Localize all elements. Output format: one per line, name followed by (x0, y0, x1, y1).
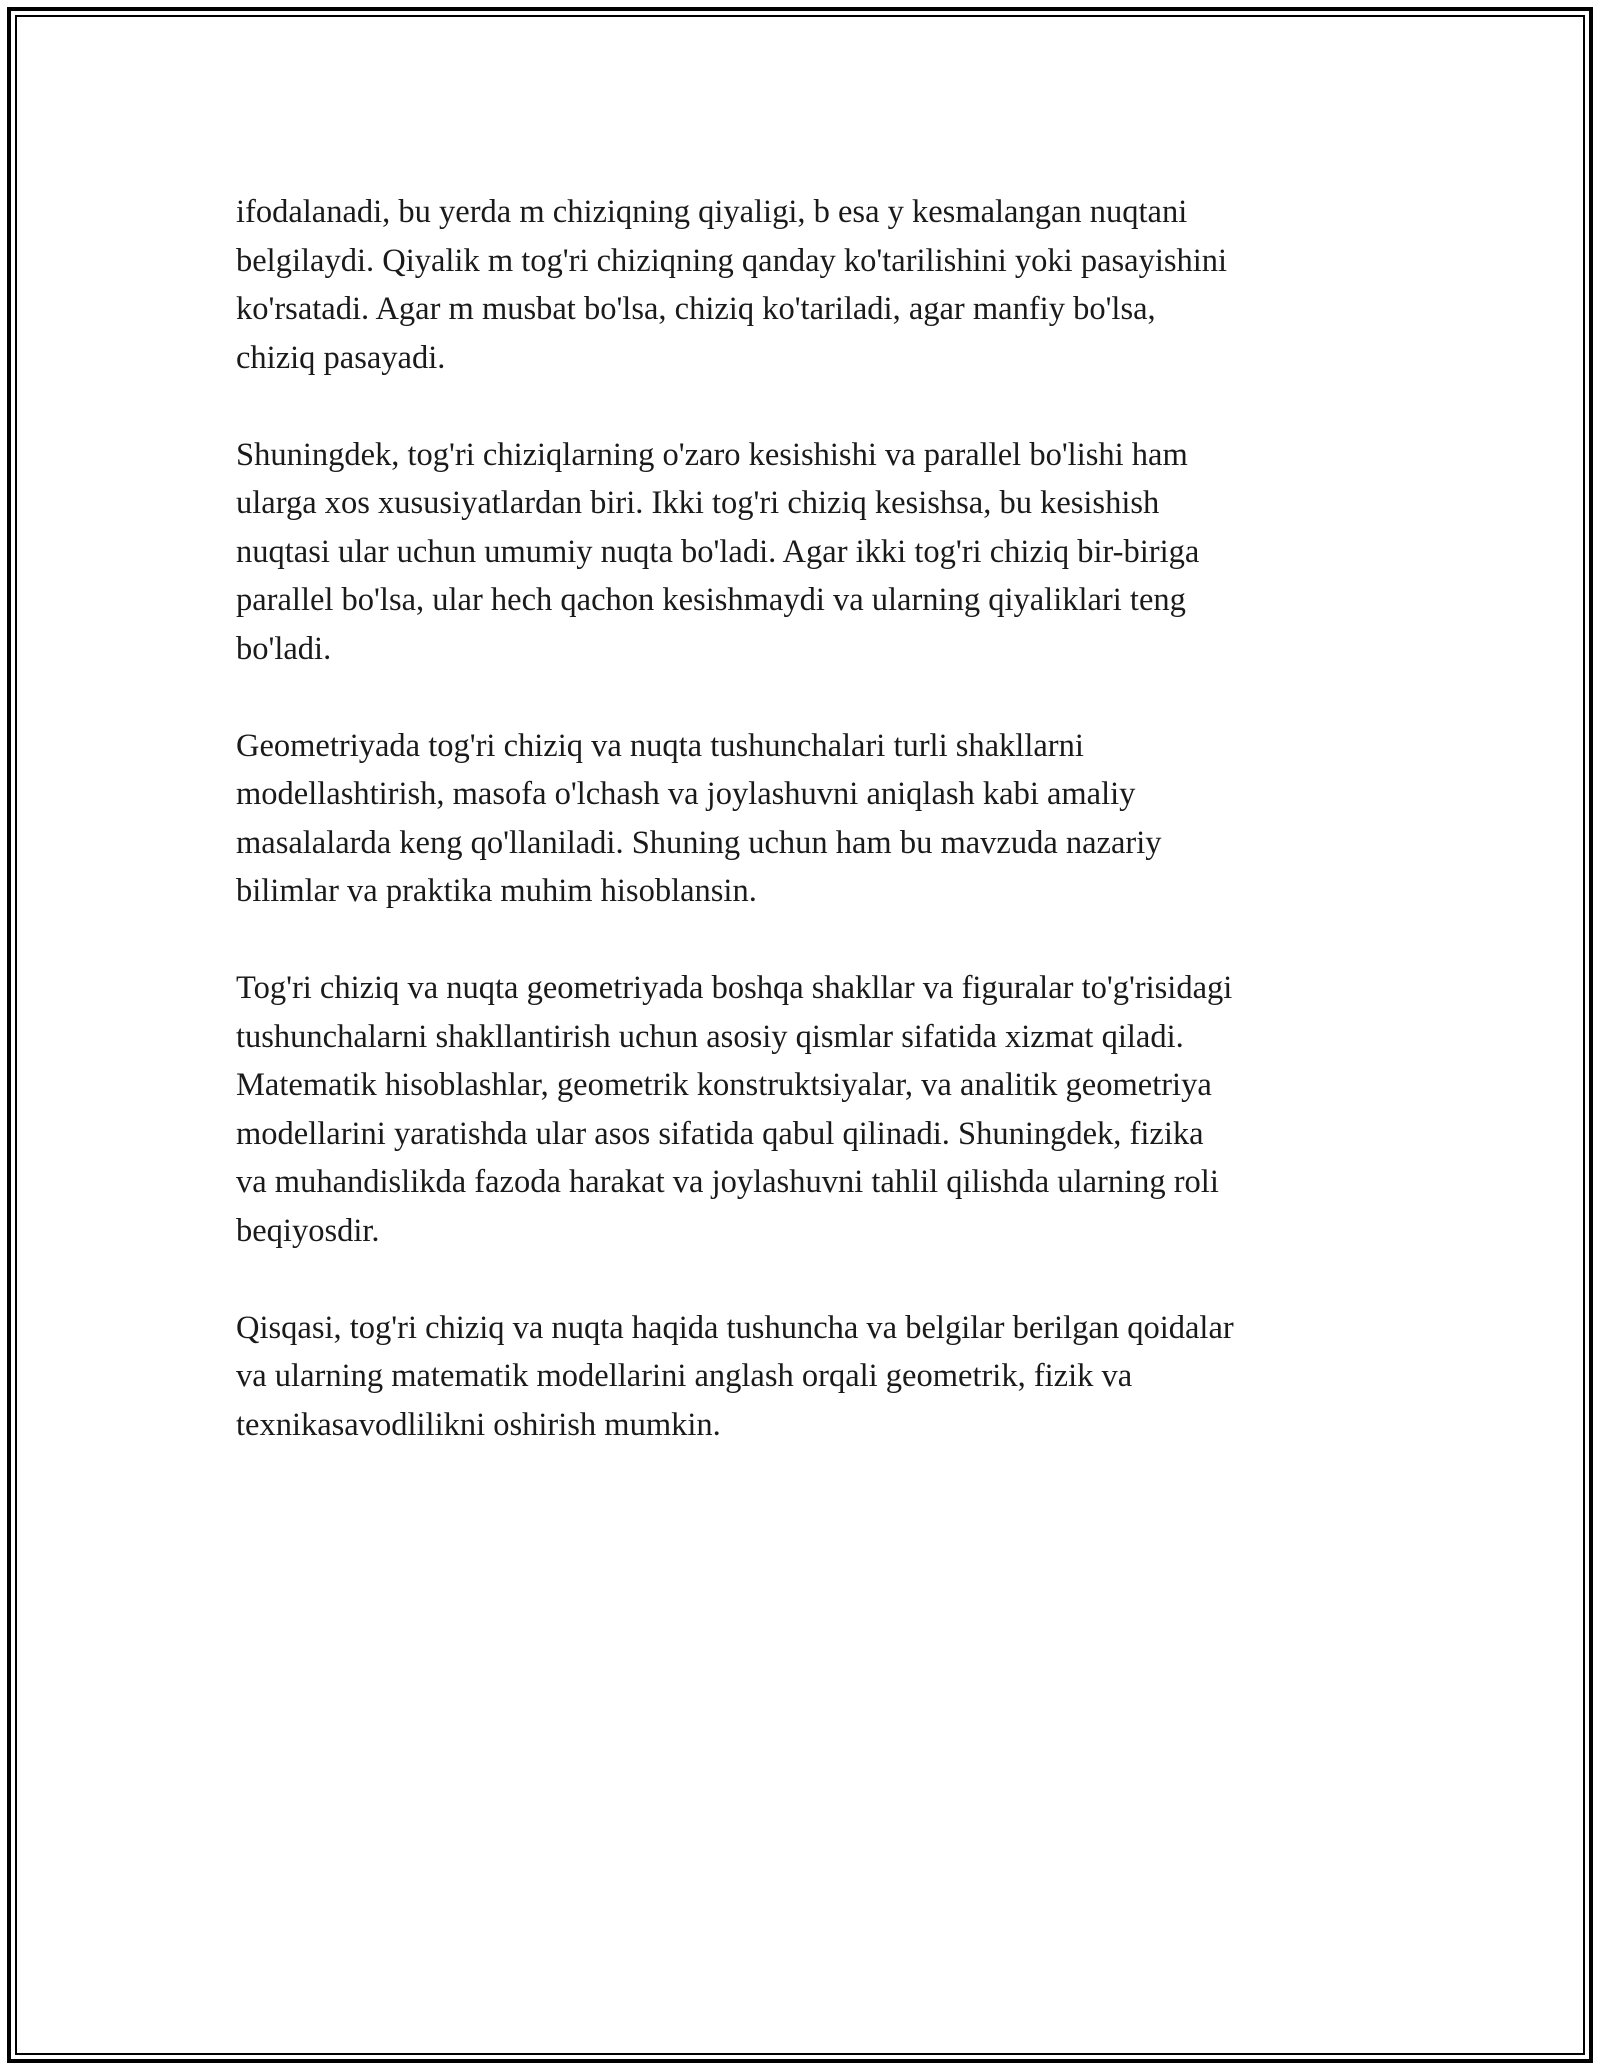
paragraph: Shuningdek, tog'ri chiziqlarning o'zaro kesishishi va parallel bo'lishi ham ularga xos xususiyatlardan biri. Ikki tog'ri chiziq kesishsa, bu kesishish nuqtasi ular uchun umumiy nuqta bo'ladi. Agar ikki tog'ri chiziq bir-biriga parallel bo'lsa, ular hech qachon kesishmaydi va ularning qiyaliklari teng bo'ladi. (236, 436, 1200, 667)
document-body (236, 188, 1376, 1498)
paragraph: ifodalanadi, bu yerda m chiziqning qiyaligi, b esa y kesmalangan nuqtani belgilaydi. Qiyalik m tog'ri chiziqning qanday ko'tarilishini yoki pasayishini ko'rsatadi. Agar m musbat bo'lsa, chiziq ko'tariladi, agar manfiy bo'lsa, chiziq pasayadi. (236, 194, 1228, 376)
paragraph: Tog'ri chiziq va nuqta geometriyada boshqa shakllar va figuralar to'g'risidagi tushunchalarni shakllantirish uchun asosiy qismlar sifatida xizmat qiladi. Matematik hisoblashlar, geometrik konstruktsiyalar, va analitik geometriya modellarini yaratishda ular asos sifatida qabul qilinadi. Shuningdek, fizika va muhandislikda fazoda harakat va joylashuvni tahlil qilishda ularning roli beqiyosdir. (236, 970, 1233, 1249)
paragraph: Geometriyada tog'ri chiziq va nuqta tushunchalari turli shakllarni modellashtirish, masofa o'lchash va joylashuvni aniqlash kabi amaliy masalalarda keng qo'llaniladi. Shuning uchun ham bu mavzuda nazariy bilimlar va praktika muhim hisoblansin. (236, 727, 1162, 909)
paragraph: Qisqasi, tog'ri chiziq va nuqta haqida tushuncha va belgilar berilgan qoidalar va ularning matematik modellarini anglash orqali geometrik, fizik va texnikasavodlilikni oshirish mumkin. (236, 1309, 1234, 1443)
